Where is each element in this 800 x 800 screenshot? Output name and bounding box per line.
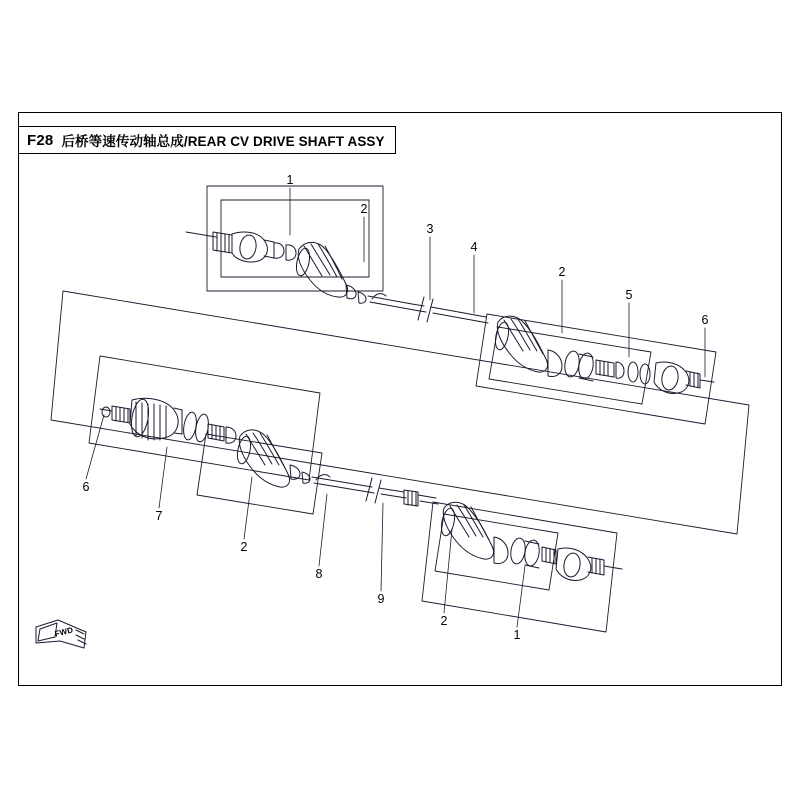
diagram-title: 后桥等速传动轴总成/REAR CV DRIVE SHAFT ASSY [61,134,385,149]
callout-3[interactable]: 3 [426,221,434,236]
callout-11[interactable]: 8 [315,566,323,581]
callout-leader-lines [86,188,705,627]
diagram-code: F28 [27,131,54,149]
callout-9[interactable]: 7 [155,508,163,523]
callout-5[interactable]: 2 [558,264,566,279]
upper-drive-shaft-assembly [186,232,714,393]
callout-2[interactable]: 2 [360,201,368,216]
callout-7[interactable]: 6 [701,312,709,327]
callout-8[interactable]: 6 [82,479,90,494]
lower-drive-shaft-assembly [100,398,622,581]
callout-13[interactable]: 2 [440,613,448,628]
callout-10[interactable]: 2 [240,539,248,554]
callout-1[interactable]: 1 [286,172,294,187]
fwd-label: FWD [53,625,75,639]
group-outline-upper [52,186,742,530]
callout-12[interactable]: 9 [377,591,385,606]
group-outline-lower [51,287,749,632]
callout-14[interactable]: 1 [513,627,521,642]
callout-4[interactable]: 4 [470,239,478,254]
callout-6[interactable]: 5 [625,287,633,302]
